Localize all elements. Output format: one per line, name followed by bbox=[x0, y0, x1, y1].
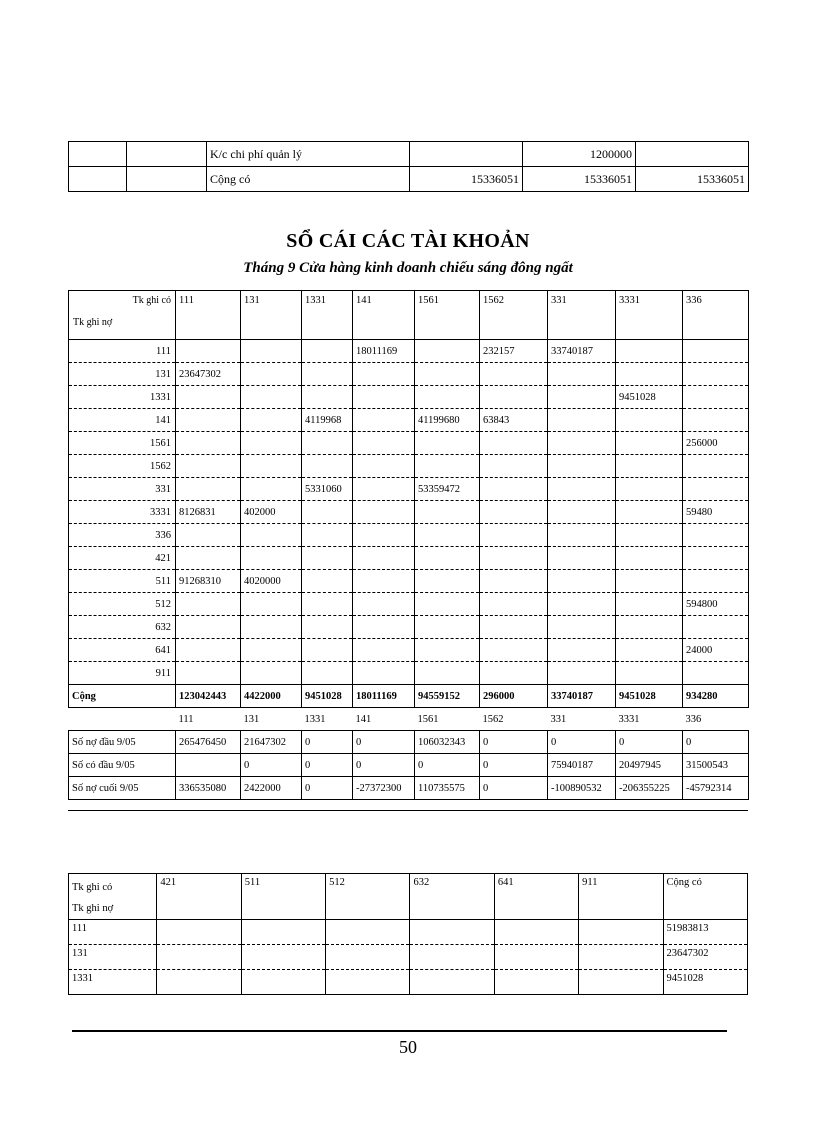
table-row bbox=[69, 386, 749, 409]
balance-cell: 31500543 bbox=[683, 754, 749, 777]
column-header: Cộng có bbox=[663, 874, 747, 920]
corner-header bbox=[69, 874, 157, 920]
amount-cell bbox=[616, 593, 683, 616]
amount-cell bbox=[353, 409, 415, 432]
amount-cell bbox=[353, 570, 415, 593]
debit-account: 111 bbox=[69, 920, 157, 945]
amount-cell bbox=[410, 970, 494, 995]
amount-cell bbox=[579, 970, 663, 995]
table-row bbox=[69, 639, 749, 662]
total-cell: 934280 bbox=[683, 685, 749, 708]
debit-label: Tk ghi nợ bbox=[72, 903, 114, 914]
total-credit-cell: 23647302 bbox=[663, 945, 747, 970]
amount-cell bbox=[353, 547, 415, 570]
table-row: K/c chi phí quản lý 1200000 bbox=[69, 142, 749, 167]
page-title: SỔ CÁI CÁC TÀI KHOẢN bbox=[286, 230, 530, 252]
column-header: 141 bbox=[353, 291, 415, 340]
debit-account: 632 bbox=[69, 616, 176, 639]
column-header: 641 bbox=[494, 874, 578, 920]
amount-cell bbox=[548, 363, 616, 386]
amount-cell bbox=[415, 386, 480, 409]
row-label: K/c chi phí quản lý bbox=[207, 142, 410, 167]
amount-cell bbox=[353, 501, 415, 524]
amount-cell bbox=[494, 970, 578, 995]
column-header: 511 bbox=[241, 874, 325, 920]
column-code-row bbox=[69, 708, 749, 731]
balance-cell: 0 bbox=[683, 731, 749, 754]
amount-cell bbox=[241, 363, 302, 386]
amount-cell bbox=[548, 409, 616, 432]
amount-cell bbox=[616, 409, 683, 432]
amount-cell bbox=[415, 455, 480, 478]
amount-cell bbox=[683, 616, 749, 639]
credit-label: Tk ghi có bbox=[132, 295, 171, 306]
balance-cell: 0 bbox=[480, 731, 548, 754]
table-row bbox=[69, 945, 748, 970]
table-row bbox=[69, 593, 749, 616]
amount-cell bbox=[241, 455, 302, 478]
balance-row bbox=[69, 754, 749, 777]
table-row bbox=[69, 432, 749, 455]
column-header: 632 bbox=[410, 874, 494, 920]
column-code: 3331 bbox=[616, 708, 683, 731]
column-code: 331 bbox=[548, 708, 616, 731]
balance-cell: 265476450 bbox=[176, 731, 241, 754]
amount-cell: 256000 bbox=[683, 432, 749, 455]
balance-cell: 0 bbox=[616, 731, 683, 754]
balance-cell: 21647302 bbox=[241, 731, 302, 754]
amount-cell bbox=[157, 945, 241, 970]
amount-cell bbox=[616, 662, 683, 685]
column-header: 512 bbox=[326, 874, 410, 920]
amount-cell: 24000 bbox=[683, 639, 749, 662]
amount-cell bbox=[241, 593, 302, 616]
amount-cell bbox=[176, 340, 241, 363]
amount-cell bbox=[415, 340, 480, 363]
amount-cell bbox=[616, 547, 683, 570]
amount-cell bbox=[353, 662, 415, 685]
amount-cell bbox=[241, 409, 302, 432]
amount-cell: 4020000 bbox=[241, 570, 302, 593]
amount-cell bbox=[616, 639, 683, 662]
amount-cell bbox=[241, 478, 302, 501]
total-credit-cell: 51983813 bbox=[663, 920, 747, 945]
amount-cell bbox=[302, 386, 353, 409]
total-credit-cell: 9451028 bbox=[663, 970, 747, 995]
amount-cell bbox=[302, 570, 353, 593]
column-header: 131 bbox=[241, 291, 302, 340]
amount-cell bbox=[353, 455, 415, 478]
amount-cell bbox=[480, 570, 548, 593]
ledger-continuation-table bbox=[68, 873, 748, 995]
total-cell: 123042443 bbox=[176, 685, 241, 708]
balance-cell: -206355225 bbox=[616, 777, 683, 800]
amount-cell bbox=[480, 524, 548, 547]
amount-cell: 8126831 bbox=[176, 501, 241, 524]
amount-cell bbox=[548, 524, 616, 547]
column-code: 1331 bbox=[302, 708, 353, 731]
amount-cell bbox=[616, 478, 683, 501]
amount-cell bbox=[302, 616, 353, 639]
amount-cell bbox=[480, 616, 548, 639]
amount-cell bbox=[616, 524, 683, 547]
amount-cell bbox=[683, 409, 749, 432]
amount-cell bbox=[683, 386, 749, 409]
balance-cell: 106032343 bbox=[415, 731, 480, 754]
amount-cell: 5331060 bbox=[302, 478, 353, 501]
column-header: 1561 bbox=[415, 291, 480, 340]
amount-cell: 402000 bbox=[241, 501, 302, 524]
amount-cell bbox=[616, 570, 683, 593]
balance-cell: 0 bbox=[548, 731, 616, 754]
amount-cell bbox=[494, 945, 578, 970]
amount-cell bbox=[480, 455, 548, 478]
row-label: Cộng có bbox=[207, 167, 410, 192]
amount-cell bbox=[176, 616, 241, 639]
balance-label: Số nợ cuối 9/05 bbox=[69, 777, 176, 800]
balance-cell: 0 bbox=[353, 731, 415, 754]
amount-cell bbox=[616, 501, 683, 524]
amount-cell bbox=[480, 593, 548, 616]
table-row bbox=[69, 616, 749, 639]
amount-cell bbox=[241, 616, 302, 639]
section-divider bbox=[68, 810, 748, 811]
amount-cell bbox=[480, 501, 548, 524]
debit-account: 511 bbox=[69, 570, 176, 593]
amount-cell bbox=[176, 639, 241, 662]
table-row bbox=[69, 524, 749, 547]
amount-cell bbox=[353, 524, 415, 547]
amount-cell bbox=[480, 478, 548, 501]
amount-cell bbox=[683, 478, 749, 501]
table-row bbox=[69, 970, 748, 995]
debit-account: 421 bbox=[69, 547, 176, 570]
amount-cell bbox=[326, 970, 410, 995]
balance-cell: 20497945 bbox=[616, 754, 683, 777]
column-code: 131 bbox=[241, 708, 302, 731]
amount-cell bbox=[176, 478, 241, 501]
balance-label: Số có đầu 9/05 bbox=[69, 754, 176, 777]
column-header: 111 bbox=[176, 291, 241, 340]
table-row bbox=[69, 455, 749, 478]
table-row bbox=[69, 547, 749, 570]
balance-cell: -100890532 bbox=[548, 777, 616, 800]
column-code: 141 bbox=[353, 708, 415, 731]
balance-cell: 0 bbox=[302, 754, 353, 777]
column-header: 336 bbox=[683, 291, 749, 340]
balance-row bbox=[69, 777, 749, 800]
amount-cell bbox=[353, 432, 415, 455]
amount-cell bbox=[241, 524, 302, 547]
column-code: 336 bbox=[683, 708, 749, 731]
amount-cell bbox=[176, 547, 241, 570]
amount-cell bbox=[480, 662, 548, 685]
amount-cell bbox=[410, 945, 494, 970]
debit-account: 131 bbox=[69, 363, 176, 386]
amount-cell bbox=[353, 616, 415, 639]
amount-cell bbox=[616, 455, 683, 478]
amount-cell bbox=[616, 340, 683, 363]
amount-cell bbox=[241, 945, 325, 970]
amount-cell bbox=[353, 593, 415, 616]
amount-cell bbox=[548, 547, 616, 570]
total-cell: 296000 bbox=[480, 685, 548, 708]
amount-cell bbox=[157, 920, 241, 945]
debit-account: 336 bbox=[69, 524, 176, 547]
amount-cell: 18011169 bbox=[353, 340, 415, 363]
balance-cell: 0 bbox=[302, 731, 353, 754]
amount-cell: 63843 bbox=[480, 409, 548, 432]
amount-cell: 59480 bbox=[683, 501, 749, 524]
amount-cell bbox=[176, 432, 241, 455]
amount-cell: 232157 bbox=[480, 340, 548, 363]
debit-account: 331 bbox=[69, 478, 176, 501]
header-row bbox=[69, 874, 748, 920]
header-row bbox=[69, 291, 749, 340]
column-header: 1331 bbox=[302, 291, 353, 340]
column-header: 331 bbox=[548, 291, 616, 340]
total-label: Cộng bbox=[69, 685, 176, 708]
debit-account: 1331 bbox=[69, 386, 176, 409]
amount-cell bbox=[415, 639, 480, 662]
amount-cell bbox=[548, 570, 616, 593]
amount-cell bbox=[176, 524, 241, 547]
amount-cell bbox=[353, 363, 415, 386]
amount-cell bbox=[241, 639, 302, 662]
table-row bbox=[69, 662, 749, 685]
amount-cell bbox=[616, 432, 683, 455]
amount-cell: 594800 bbox=[683, 593, 749, 616]
amount-cell: 53359472 bbox=[415, 478, 480, 501]
table-row: Cộng có 15336051 15336051 15336051 bbox=[69, 167, 749, 192]
debit-account: 3331 bbox=[69, 501, 176, 524]
amount-cell bbox=[302, 455, 353, 478]
amount-cell bbox=[415, 616, 480, 639]
table-row bbox=[69, 409, 749, 432]
amount-cell bbox=[241, 920, 325, 945]
amount-cell bbox=[548, 616, 616, 639]
amount-cell: 4119968 bbox=[302, 409, 353, 432]
amount-cell bbox=[302, 662, 353, 685]
amount-cell bbox=[415, 547, 480, 570]
debit-account: 641 bbox=[69, 639, 176, 662]
amount-cell bbox=[241, 547, 302, 570]
balance-cell: 75940187 bbox=[548, 754, 616, 777]
amount-cell bbox=[302, 524, 353, 547]
amount-cell bbox=[683, 662, 749, 685]
credit-label: Tk ghi có bbox=[72, 882, 113, 893]
amount-cell bbox=[302, 363, 353, 386]
amount-cell bbox=[548, 478, 616, 501]
amount-cell bbox=[480, 386, 548, 409]
amount-cell bbox=[241, 970, 325, 995]
amount-cell bbox=[415, 432, 480, 455]
balance-cell: -45792314 bbox=[683, 777, 749, 800]
table-row bbox=[69, 478, 749, 501]
amount-cell bbox=[353, 386, 415, 409]
table-row bbox=[69, 570, 749, 593]
amount-cell bbox=[176, 409, 241, 432]
column-header: 421 bbox=[157, 874, 241, 920]
amount-cell bbox=[683, 363, 749, 386]
amount-cell bbox=[353, 639, 415, 662]
table-row bbox=[69, 920, 748, 945]
amount-cell bbox=[548, 386, 616, 409]
total-cell: 18011169 bbox=[353, 685, 415, 708]
balance-cell bbox=[176, 754, 241, 777]
table-row bbox=[69, 340, 749, 363]
total-cell: 9451028 bbox=[616, 685, 683, 708]
amount-cell bbox=[176, 386, 241, 409]
amount-cell bbox=[480, 363, 548, 386]
amount-cell: 41199680 bbox=[415, 409, 480, 432]
amount-cell bbox=[415, 501, 480, 524]
amount-cell bbox=[302, 593, 353, 616]
column-code: 1561 bbox=[415, 708, 480, 731]
amount-cell bbox=[579, 920, 663, 945]
amount-cell bbox=[410, 920, 494, 945]
amount-cell bbox=[176, 662, 241, 685]
total-cell: 4422000 bbox=[241, 685, 302, 708]
amount-cell bbox=[176, 593, 241, 616]
debit-account: 131 bbox=[69, 945, 157, 970]
balance-cell: 0 bbox=[480, 754, 548, 777]
amount-cell bbox=[302, 639, 353, 662]
table-row bbox=[69, 501, 749, 524]
amount-cell bbox=[683, 455, 749, 478]
amount-cell bbox=[353, 478, 415, 501]
amount-cell bbox=[548, 662, 616, 685]
balance-cell: 0 bbox=[302, 777, 353, 800]
amount-cell bbox=[480, 639, 548, 662]
amount-cell bbox=[616, 363, 683, 386]
amount-cell bbox=[548, 639, 616, 662]
amount-cell bbox=[415, 570, 480, 593]
amount-cell bbox=[579, 945, 663, 970]
balance-cell: -27372300 bbox=[353, 777, 415, 800]
debit-label: Tk ghi nợ bbox=[73, 317, 113, 328]
balance-row bbox=[69, 731, 749, 754]
amount-cell bbox=[176, 455, 241, 478]
debit-account: 1562 bbox=[69, 455, 176, 478]
balance-cell: 0 bbox=[241, 754, 302, 777]
amount-cell bbox=[326, 920, 410, 945]
amount-cell: 23647302 bbox=[176, 363, 241, 386]
amount-cell bbox=[302, 501, 353, 524]
debit-account: 141 bbox=[69, 409, 176, 432]
column-header: 911 bbox=[579, 874, 663, 920]
column-code: 1562 bbox=[480, 708, 548, 731]
amount-cell bbox=[415, 524, 480, 547]
column-code: 111 bbox=[176, 708, 241, 731]
debit-account: 1561 bbox=[69, 432, 176, 455]
amount-cell bbox=[683, 547, 749, 570]
table-row bbox=[69, 363, 749, 386]
page-number: 50 bbox=[399, 1037, 417, 1057]
total-cell: 9451028 bbox=[302, 685, 353, 708]
amount-cell bbox=[415, 593, 480, 616]
amount-cell bbox=[683, 570, 749, 593]
amount-cell: 9451028 bbox=[616, 386, 683, 409]
balance-cell: 336535080 bbox=[176, 777, 241, 800]
balance-cell: 110735575 bbox=[415, 777, 480, 800]
amount-cell bbox=[302, 432, 353, 455]
amount-cell bbox=[241, 340, 302, 363]
amount-cell bbox=[326, 945, 410, 970]
continuation-table bbox=[68, 141, 749, 192]
amount-cell bbox=[548, 593, 616, 616]
column-header: 1562 bbox=[480, 291, 548, 340]
amount-cell bbox=[241, 662, 302, 685]
debit-account: 111 bbox=[69, 340, 176, 363]
balance-label: Số nợ đầu 9/05 bbox=[69, 731, 176, 754]
general-ledger-table bbox=[68, 290, 749, 800]
amount-cell bbox=[241, 432, 302, 455]
footer-rule bbox=[72, 1030, 727, 1032]
amount-cell bbox=[616, 616, 683, 639]
amount-cell bbox=[241, 386, 302, 409]
balance-cell: 0 bbox=[415, 754, 480, 777]
amount-cell bbox=[683, 340, 749, 363]
column-header: 3331 bbox=[616, 291, 683, 340]
total-cell: 33740187 bbox=[548, 685, 616, 708]
debit-account: 1331 bbox=[69, 970, 157, 995]
balance-cell: 2422000 bbox=[241, 777, 302, 800]
amount-cell bbox=[548, 501, 616, 524]
amount-cell: 91268310 bbox=[176, 570, 241, 593]
amount-cell bbox=[302, 340, 353, 363]
total-row bbox=[69, 685, 749, 708]
amount-cell bbox=[415, 363, 480, 386]
corner-header bbox=[69, 291, 176, 340]
amount-cell bbox=[494, 920, 578, 945]
amount-cell bbox=[548, 455, 616, 478]
debit-account: 512 bbox=[69, 593, 176, 616]
amount-cell bbox=[548, 432, 616, 455]
amount-cell bbox=[415, 662, 480, 685]
amount-cell bbox=[480, 547, 548, 570]
amount-cell bbox=[683, 524, 749, 547]
amount-cell bbox=[157, 970, 241, 995]
balance-cell: 0 bbox=[480, 777, 548, 800]
debit-account: 911 bbox=[69, 662, 176, 685]
total-cell: 94559152 bbox=[415, 685, 480, 708]
balance-cell: 0 bbox=[353, 754, 415, 777]
amount-cell bbox=[480, 432, 548, 455]
amount-cell bbox=[302, 547, 353, 570]
page-subtitle: Tháng 9 Cửa hàng kinh doanh chiếu sáng đông ngất bbox=[243, 260, 573, 276]
amount-cell: 33740187 bbox=[548, 340, 616, 363]
